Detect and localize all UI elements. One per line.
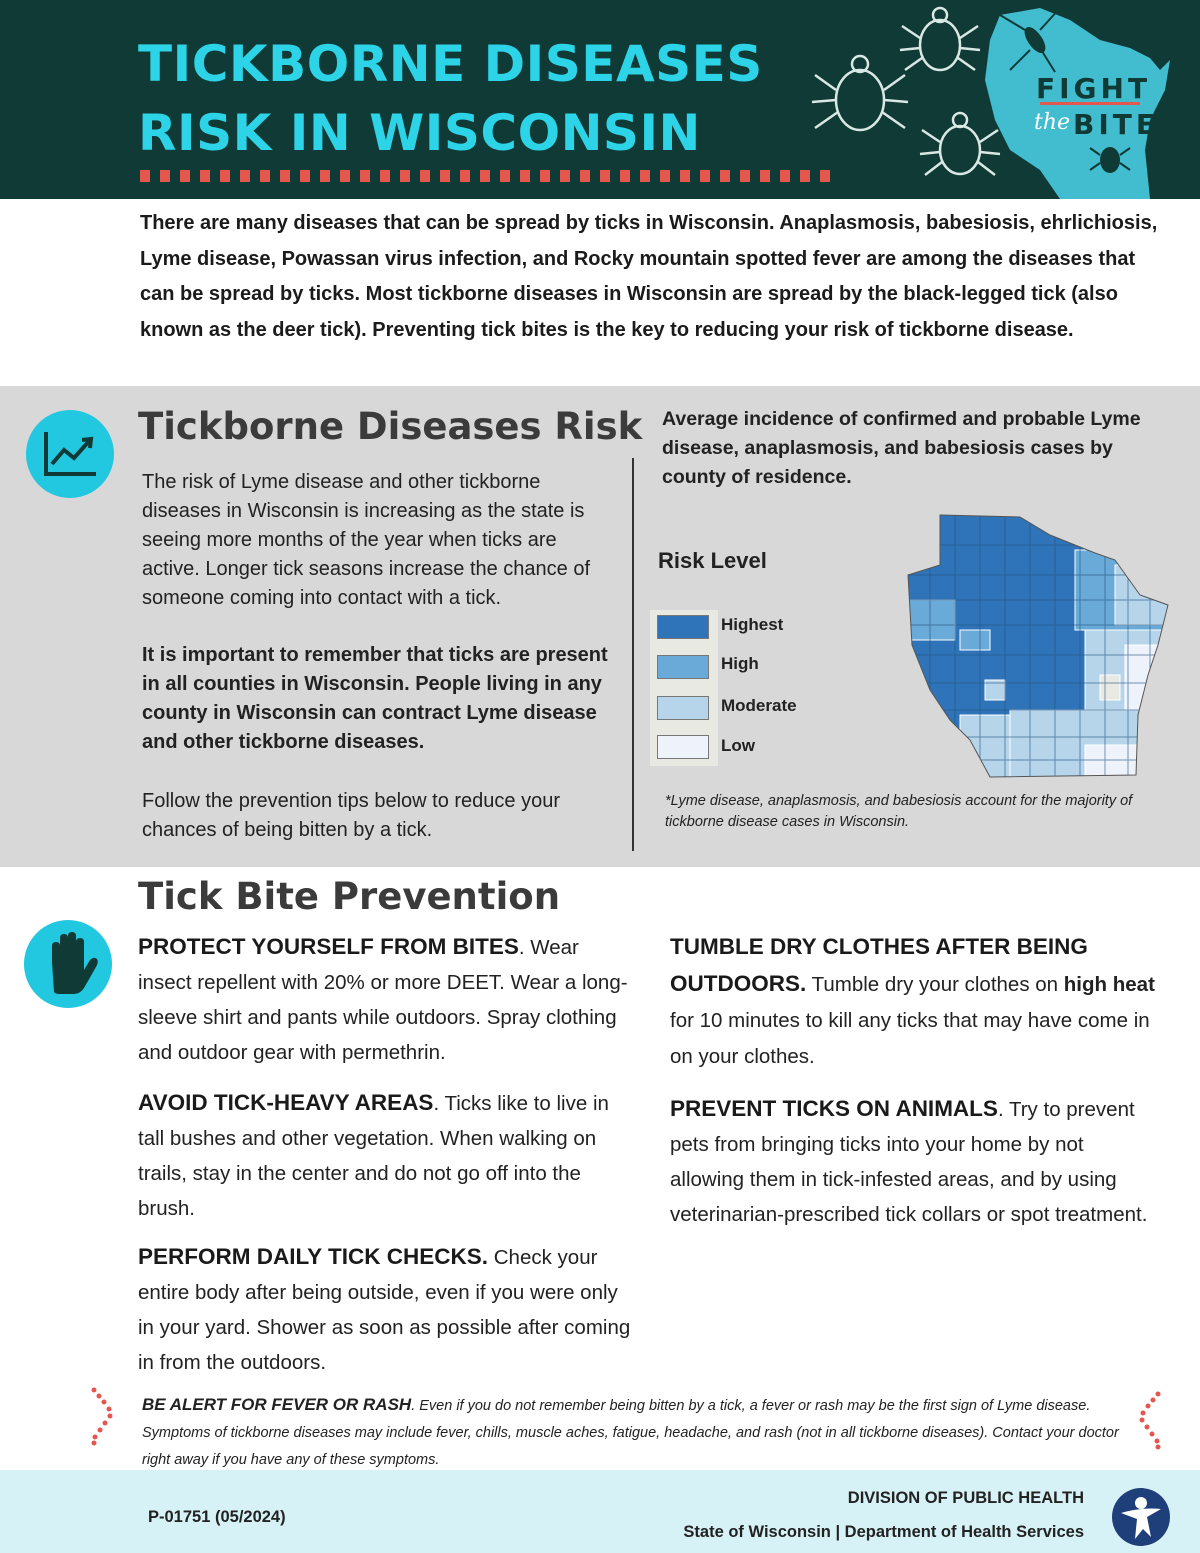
risk-paragraph-1: The risk of Lyme disease and other tickborne diseases in Wisconsin is increasing as the state is seeing more months of the year when ticks are active. Longer tick seasons increase the chance of someone coming into contact with a tick. (142, 471, 591, 609)
tip-prevent-ticks-animals-heading: PREVENT TICKS ON ANIMALS (670, 1096, 998, 1121)
tip-avoid-tick-areas-heading: AVOID TICK-HEAVY AREAS (138, 1090, 434, 1115)
fever-rash-alert (142, 1391, 1142, 1474)
tip-prevent-ticks-animals (670, 1091, 1160, 1232)
stop-hand-icon (24, 920, 112, 1008)
tip-daily-tick-checks (138, 1239, 638, 1380)
tip-protect-yourself (138, 929, 638, 1070)
legend-label-low: Low (721, 736, 755, 755)
fight-the-bite-logo-fight: FIGHT (1036, 72, 1152, 105)
map-footnote: *Lyme disease, anaplasmosis, and babesiosis account for the majority of tickborne disease cases in Wisconsin. (665, 793, 1133, 830)
page-title-line1: TICKBORNE DISEASES (138, 35, 763, 93)
risk-paragraph-2: It is important to remember that ticks are present in all counties in Wisconsin. People living in any county in Wisconsin can contract Lyme disease and other tickborne diseases. (142, 644, 608, 753)
tip-tumble-dry-text-a: Tumble dry your clothes on (806, 973, 1064, 996)
legend-label-moderate: Moderate (721, 696, 797, 715)
fever-rash-alert-heading: BE ALERT FOR FEVER OR RASH (142, 1395, 412, 1414)
tip-protect-yourself-text: . Wear insect repellent with 20% or more DEET. Wear a long-sleeve shirt and pants while outdoors. Spray clothing and outdoor gear with permethrin. (138, 936, 628, 1064)
dotted-divider (140, 170, 840, 182)
map-caption: Average incidence of confirmed and probable Lyme disease, anaplasmosis, and babesiosis cases by county of residence. (662, 408, 1141, 488)
legend-title: Risk Level (658, 548, 767, 573)
legend-swatch-high (657, 655, 709, 679)
legend-swatch-highest (657, 615, 709, 639)
risk-paragraph-3: Follow the prevention tips below to reduce your chances of being bitten by a tick. (142, 790, 561, 841)
fight-the-bite-logo-the: the (1034, 110, 1071, 135)
chevron-right-icon (90, 1386, 114, 1446)
fever-rash-alert-text: . Even if you do not remember being bitten by a tick, a fever or rash may be the first sign of Lyme disease. Symptoms of tickborne diseases may include fever, chills, muscle aches, fatigue, headache, and rash (not in all tickborne diseases). Contact your doctor right away if you have any of these symptoms. (142, 1398, 1119, 1468)
wisconsin-risk-map (900, 505, 1175, 785)
tip-avoid-tick-areas (138, 1085, 638, 1226)
intro-paragraph: There are many diseases that can be spread by ticks in Wisconsin. Anaplasmosis, babesiosis, ehrlichiosis, Lyme disease, Powassan virus infection, and Rocky mountain spotted fever are among the diseases that can be spread by ticks. Most tickborne diseases in Wisconsin are spread by the black-legged tick (also known as the deer tick). Preventing tick bites is the key to reducing your risk of tickborne disease. (140, 212, 1158, 341)
tip-avoid-tick-areas-text: . Ticks like to live in tall bushes and other vegetation. When walking on trails, stay in the center and do not go off into the brush. (138, 1092, 609, 1220)
legend-swatch-low (657, 735, 709, 759)
tip-tumble-dry-highlight: high heat (1063, 973, 1155, 996)
department-name: State of Wisconsin | Department of Health Services (683, 1523, 1084, 1541)
trend-chart-icon (26, 410, 114, 498)
legend-label-highest: Highest (721, 615, 784, 634)
legend-swatch-moderate (657, 696, 709, 720)
tip-tumble-dry-text-b: for 10 minutes to kill any ticks that may have come in on your clothes. (670, 1009, 1150, 1068)
tip-daily-tick-checks-text: Check your entire body after being outside, even if you were only in your yard. Shower as soon as possible after coming in from the outdoors. (138, 1246, 631, 1374)
tip-prevent-ticks-animals-text: . Try to prevent pets from bringing ticks into your home by not allowing them in tick-infested areas, and by using veterinarian-prescribed tick collars or spot treatment. (670, 1098, 1148, 1226)
risk-section-title: Tickborne Diseases Risk (138, 405, 643, 448)
page-title-line2: RISK IN WISCONSIN (138, 104, 701, 162)
tip-protect-yourself-heading: PROTECT YOURSELF FROM BITES (138, 934, 519, 959)
dhs-logo-icon (1111, 1487, 1171, 1547)
publication-number: P-01751 (05/2024) (148, 1508, 286, 1526)
legend-label-high: High (721, 654, 759, 673)
division-name: DIVISION OF PUBLIC HEALTH (847, 1489, 1084, 1507)
column-divider (632, 458, 634, 851)
tip-tumble-dry (670, 929, 1160, 1075)
prevention-section-title: Tick Bite Prevention (138, 875, 561, 918)
chevron-left-icon (1138, 1390, 1162, 1450)
fight-the-bite-logo-bite: BITE (1073, 108, 1159, 141)
tip-daily-tick-checks-heading: PERFORM DAILY TICK CHECKS. (138, 1244, 489, 1269)
tip-tumble-dry-heading: TUMBLE DRY CLOTHES AFTER BEING OUTDOORS. (670, 934, 1088, 996)
